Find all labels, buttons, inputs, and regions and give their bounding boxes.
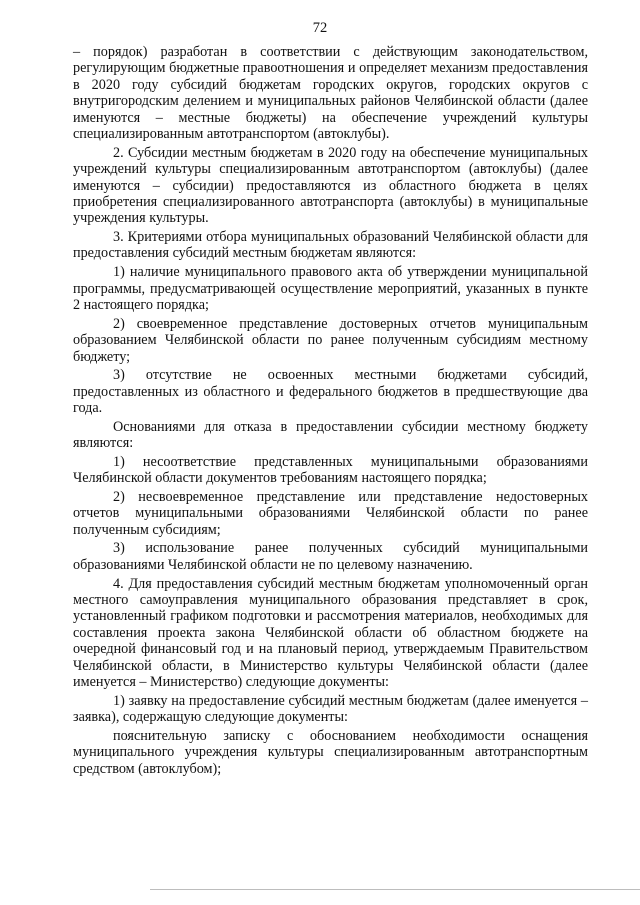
paragraph-criterion-1: 1) наличие муниципального правового акта об утверждении муниципальной программы, предусматривающей осуществление мероприятий, указанных в пункте 2 настоящего порядка; (73, 264, 588, 313)
paragraph-intro: – порядок) разработан в соответствии с действующим законодательством, регулирующим бюджетные правоотношения и определяет механизм предоставления в 2020 году субсидий бюджетам городских округов, городских округов с внутригородским делением и муниципальных районов Челябинской области (далее именуются – местные бюджеты) на обеспечение учреждений культуры специализированным автотранспортом (автоклубы). (73, 44, 588, 143)
paragraph-refusal-2: 2) несвоевременное представление или представление недостоверных отчетов муниципальными образованиями Челябинской области по ранее полученным субсидиям; (73, 488, 588, 538)
paragraph-clause-2: 2. Субсидии местным бюджетам в 2020 году на обеспечение муниципальных учреждений культуры специализированным автотранспортом (автоклубы) (далее именуются – субсидии) предоставляются из областного бюджета в целях приобретения специализированного автотранспорта (автоклубы) в муниципальные учреждения культуры. (73, 144, 588, 227)
paragraph-criterion-3: 3) отсутствие не освоенных местными бюджетами субсидий, предоставленных из областного и федерального бюджетов в предшествующие два года. (73, 367, 588, 417)
paragraph-refusal-3: 3) использование ранее полученных субсидий муниципальными образованиями Челябинской области не по целевому назначению. (73, 540, 588, 573)
paragraph-explanatory-note: пояснительную записку с обоснованием необходимости оснащения муниципального учреждения культуры специализированным автотранспортным средством (автоклубом); (73, 727, 588, 777)
paragraph-refusal-grounds: Основаниями для отказа в предоставлении субсидии местному бюджету являются: (73, 418, 588, 452)
page-number: 72 (312, 20, 328, 36)
scan-edge-line (150, 889, 640, 890)
paragraph-document-1: 1) заявку на предоставление субсидий местным бюджетам (далее именуется – заявка), содержащую следующие документы: (73, 692, 588, 726)
document-body (73, 44, 588, 779)
paragraph-criterion-2: 2) своевременное представление достоверных отчетов муниципальным образованием Челябинской области по ранее полученным субсидиям местному бюджету; (73, 315, 588, 365)
paragraph-clause-3: 3. Критериями отбора муниципальных образований Челябинской области для предоставления субсидий местным бюджетам являются: (73, 229, 588, 262)
paragraph-refusal-1: 1) несоответствие представленных муниципальными образованиями Челябинской области документов требованиям настоящего порядка; (73, 453, 588, 487)
paragraph-clause-4: 4. Для предоставления субсидий местным бюджетам уполномоченный орган местного самоуправления муниципального образования представляет в срок, установленный графиком подготовки и рассмотрения материалов, необходимых для составления проекта закона Челябинской области об областном бюджете на очередной финансовый год и на плановый период, утверждаемым Правительством Челябинской области, в Министерство культуры Челябинской области (далее именуется – Министерство) следующие документы: (73, 575, 588, 690)
